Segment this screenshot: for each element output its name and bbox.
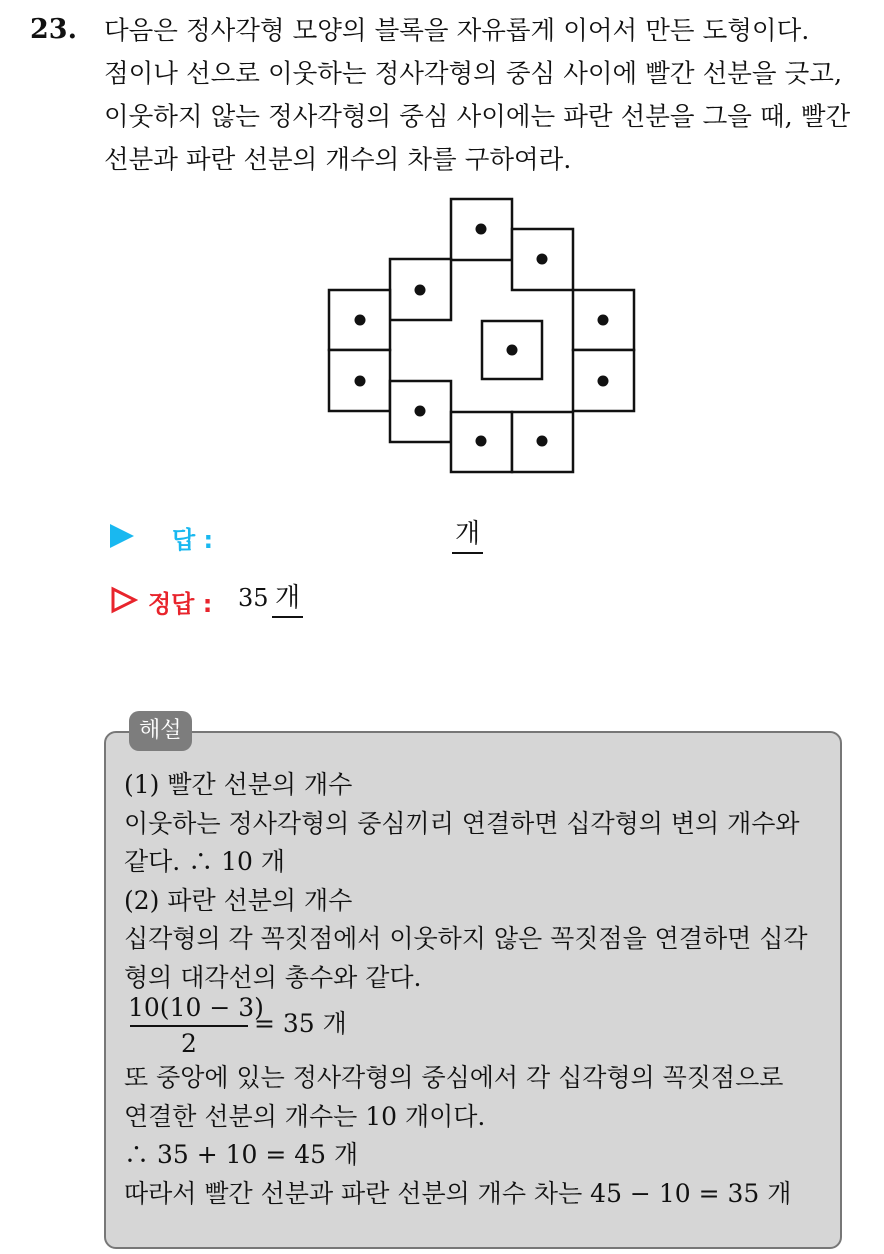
answer-unit: 개 — [452, 518, 483, 554]
question-number: 23. — [30, 14, 77, 45]
center-dot — [415, 285, 426, 296]
center-dot — [415, 406, 426, 417]
explanation-line: 따라서 빨간 선분과 파란 선분의 개수 차는 45 − 10 = 35 개 — [124, 1178, 792, 1208]
question-line: 점이나 선으로 이웃하는 정사각형의 중심 사이에 빨간 선분을 긋고, — [104, 59, 843, 89]
explanation-line: 같다. ∴ 10 개 — [124, 847, 286, 876]
explanation-line: 형의 대각선의 총수와 같다. — [124, 962, 422, 992]
question-line: 다음은 정사각형 모양의 블록을 자유롭게 이어서 만든 도형이다. — [104, 16, 810, 46]
outline-triangle-icon — [110, 586, 138, 614]
fraction-line — [124, 993, 836, 1059]
center-dot — [598, 315, 609, 326]
answer-label: 답 : — [172, 526, 214, 554]
center-dot — [355, 376, 366, 387]
square-blocks-figure — [300, 190, 640, 480]
question-text — [104, 10, 864, 182]
explanation-line: 연결한 선분의 개수는 10 개이다. — [124, 1101, 486, 1131]
explanation-line: 십각형의 각 꼭짓점에서 이웃하지 않은 꼭짓점을 연결하면 십각 — [124, 924, 808, 953]
center-dot — [598, 376, 609, 387]
center-dot — [537, 254, 548, 265]
center-dot — [507, 345, 518, 356]
answer-triangle-icon — [110, 524, 134, 548]
explanation-line: 또 중앙에 있는 정사각형의 중심에서 각 십각형의 꼭짓점으로 — [124, 1063, 784, 1092]
explanation-line: 이웃하는 정사각형의 중심끼리 연결하면 십각형의 변의 개수와 — [124, 808, 800, 838]
explanation-body — [124, 766, 836, 1213]
fraction-numerator: 10(10 − 3) — [128, 993, 264, 1022]
correct-answer-unit: 개 — [272, 582, 303, 618]
center-dot — [476, 436, 487, 447]
center-dot — [537, 436, 548, 447]
center-dot — [355, 315, 366, 326]
explanation-line: (1) 빨간 선분의 개수 — [124, 770, 353, 799]
correct-answer-label: 정답 : — [148, 590, 213, 618]
explanation-line: ∴ 35 + 10 = 45 개 — [124, 1140, 359, 1169]
fraction-denominator: 2 — [181, 1029, 197, 1058]
question-line: 선분과 파란 선분의 개수의 차를 구하여라. — [104, 145, 572, 175]
fraction — [128, 991, 264, 1061]
correct-answer-value: 35 — [238, 584, 269, 612]
explanation-tag: 해설 — [129, 711, 192, 751]
explanation-line: (2) 파란 선분의 개수 — [124, 885, 353, 915]
center-dot — [476, 224, 487, 235]
fraction-result: = 35 개 — [254, 1009, 347, 1038]
question-line: 이웃하지 않는 정사각형의 중심 사이에는 파란 선분을 그을 때, 빨간 — [104, 102, 851, 132]
